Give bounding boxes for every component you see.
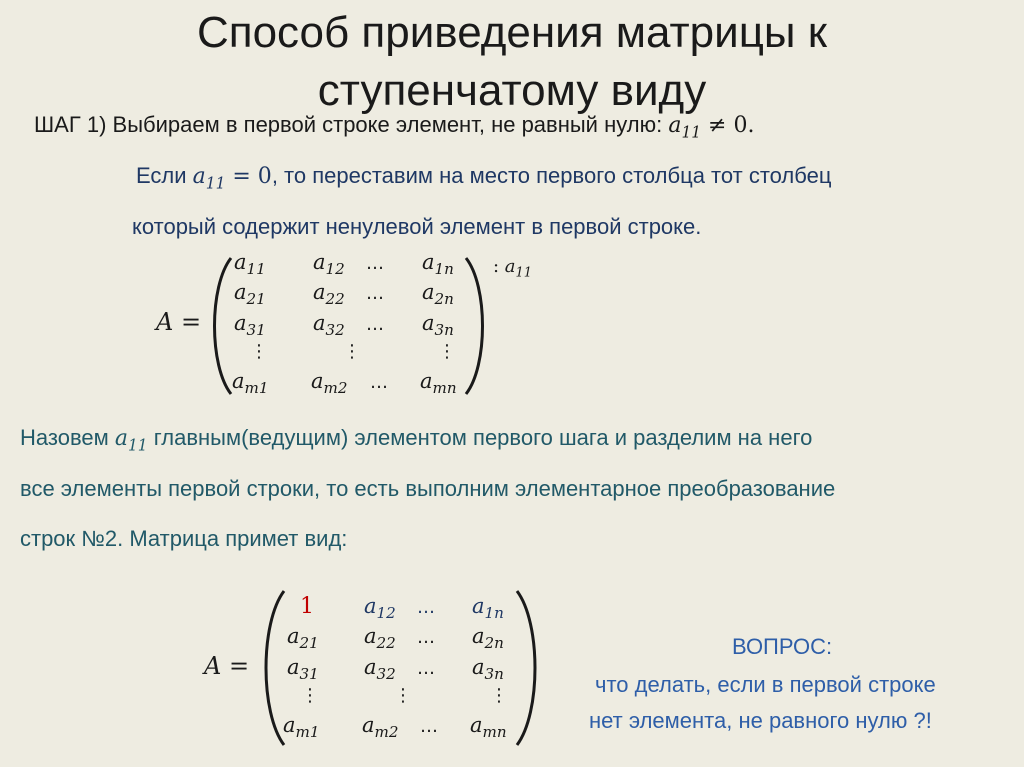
m1-a31: $a_{31}$ (234, 311, 266, 340)
m1-a1n: $a_{1n}$ (422, 250, 454, 279)
m2-hdots-r5: … (420, 716, 438, 737)
m2-a2n: $a_{2n}$ (472, 624, 504, 653)
m1-vdots-c3: ⋮ (438, 341, 456, 362)
m2-am1: $a_{m1}$ (283, 713, 320, 742)
m2-a21: $a_{21}$ (287, 624, 319, 653)
m2-am2: $a_{m2}$ (362, 713, 399, 742)
matrix2-lhs: A = (204, 652, 250, 680)
m1-a2n: $a_{2n}$ (422, 280, 454, 309)
m2-vdots-c1: ⋮ (301, 685, 319, 706)
m1-divide-label: : $a_{11}$ (493, 256, 533, 281)
m1-hdots-r1: … (366, 253, 384, 274)
m1-a32: $a_{32}$ (313, 311, 345, 340)
matrix1-left-paren (205, 256, 235, 396)
m1-hdots-r5: … (370, 372, 388, 393)
matrix2-right-paren (513, 589, 545, 747)
m1-am2: $a_{m2}$ (311, 369, 348, 398)
m2-one: 1 (300, 594, 314, 619)
m1-amn: $a_{mn}$ (420, 369, 457, 398)
question-heading: ВОПРОС: (732, 634, 833, 659)
slide-title (0, 4, 1024, 120)
m1-a12: $a_{12}$ (313, 250, 345, 279)
if-line-continuation: который содержит ненулевой элемент в первой строке. (132, 214, 702, 239)
m2-a22: $a_{22}$ (364, 624, 396, 653)
m1-a11: $a_{11}$ (234, 250, 266, 279)
para-line-2: все элементы первой строки, то есть выполним элементарное преобразование (20, 476, 836, 501)
question-line-2: нет элемента, не равного нулю ?! (589, 708, 932, 733)
m2-hdots-r3: … (417, 658, 435, 679)
m1-hdots-r3: … (366, 314, 384, 335)
m2-a31: $a_{31}$ (287, 655, 319, 684)
step1-line (34, 112, 754, 141)
m1-vdots-c2: ⋮ (343, 341, 361, 362)
m2-amn: $a_{mn}$ (470, 713, 507, 742)
para-line-1: Назовем $a_{11}$ главным(ведущим) элементом первого шага и разделим на него (20, 425, 813, 455)
title-line-1: Способ приведения матрицы к (196, 8, 828, 57)
matrix1-right-paren (462, 256, 492, 396)
m2-hdots-r2: … (417, 627, 435, 648)
m2-a1n: $a_{1n}$ (472, 594, 504, 623)
para-a11: $a_{11}$ (114, 426, 148, 455)
m1-a22: $a_{22}$ (313, 280, 345, 309)
question-line-1: что делать, если в первой строке (595, 672, 936, 697)
title-line-2: ступенчатому виду (317, 66, 707, 115)
if-rest: , то переставим на место первого столбца тот столбец (271, 163, 832, 188)
m1-a21: $a_{21}$ (234, 280, 266, 309)
m2-vdots-c2: ⋮ (394, 685, 412, 706)
m2-a12: $a_{12}$ (364, 594, 396, 623)
m2-vdots-c3: ⋮ (490, 685, 508, 706)
m2-hdots-r1: … (417, 597, 435, 618)
m1-hdots-r2: … (366, 283, 384, 304)
m1-am1: $a_{m1}$ (232, 369, 269, 398)
if-condition: $a_{11} = 0$ (192, 164, 272, 193)
m1-a3n: $a_{3n}$ (422, 311, 454, 340)
m1-vdots-c1: ⋮ (250, 341, 268, 362)
step1-condition: $a_{11} \ne 0$. (668, 113, 755, 142)
m2-a3n: $a_{3n}$ (472, 655, 504, 684)
matrix1-lhs: A = (156, 308, 202, 336)
m2-a32: $a_{32}$ (364, 655, 396, 684)
step1-text: ШАГ 1) Выбираем в первой строке элемент, не равный нулю: (34, 112, 663, 137)
if-line (136, 163, 831, 192)
if-prefix: Если (136, 163, 193, 188)
para-line-3: строк №2. Матрица примет вид: (20, 526, 348, 551)
